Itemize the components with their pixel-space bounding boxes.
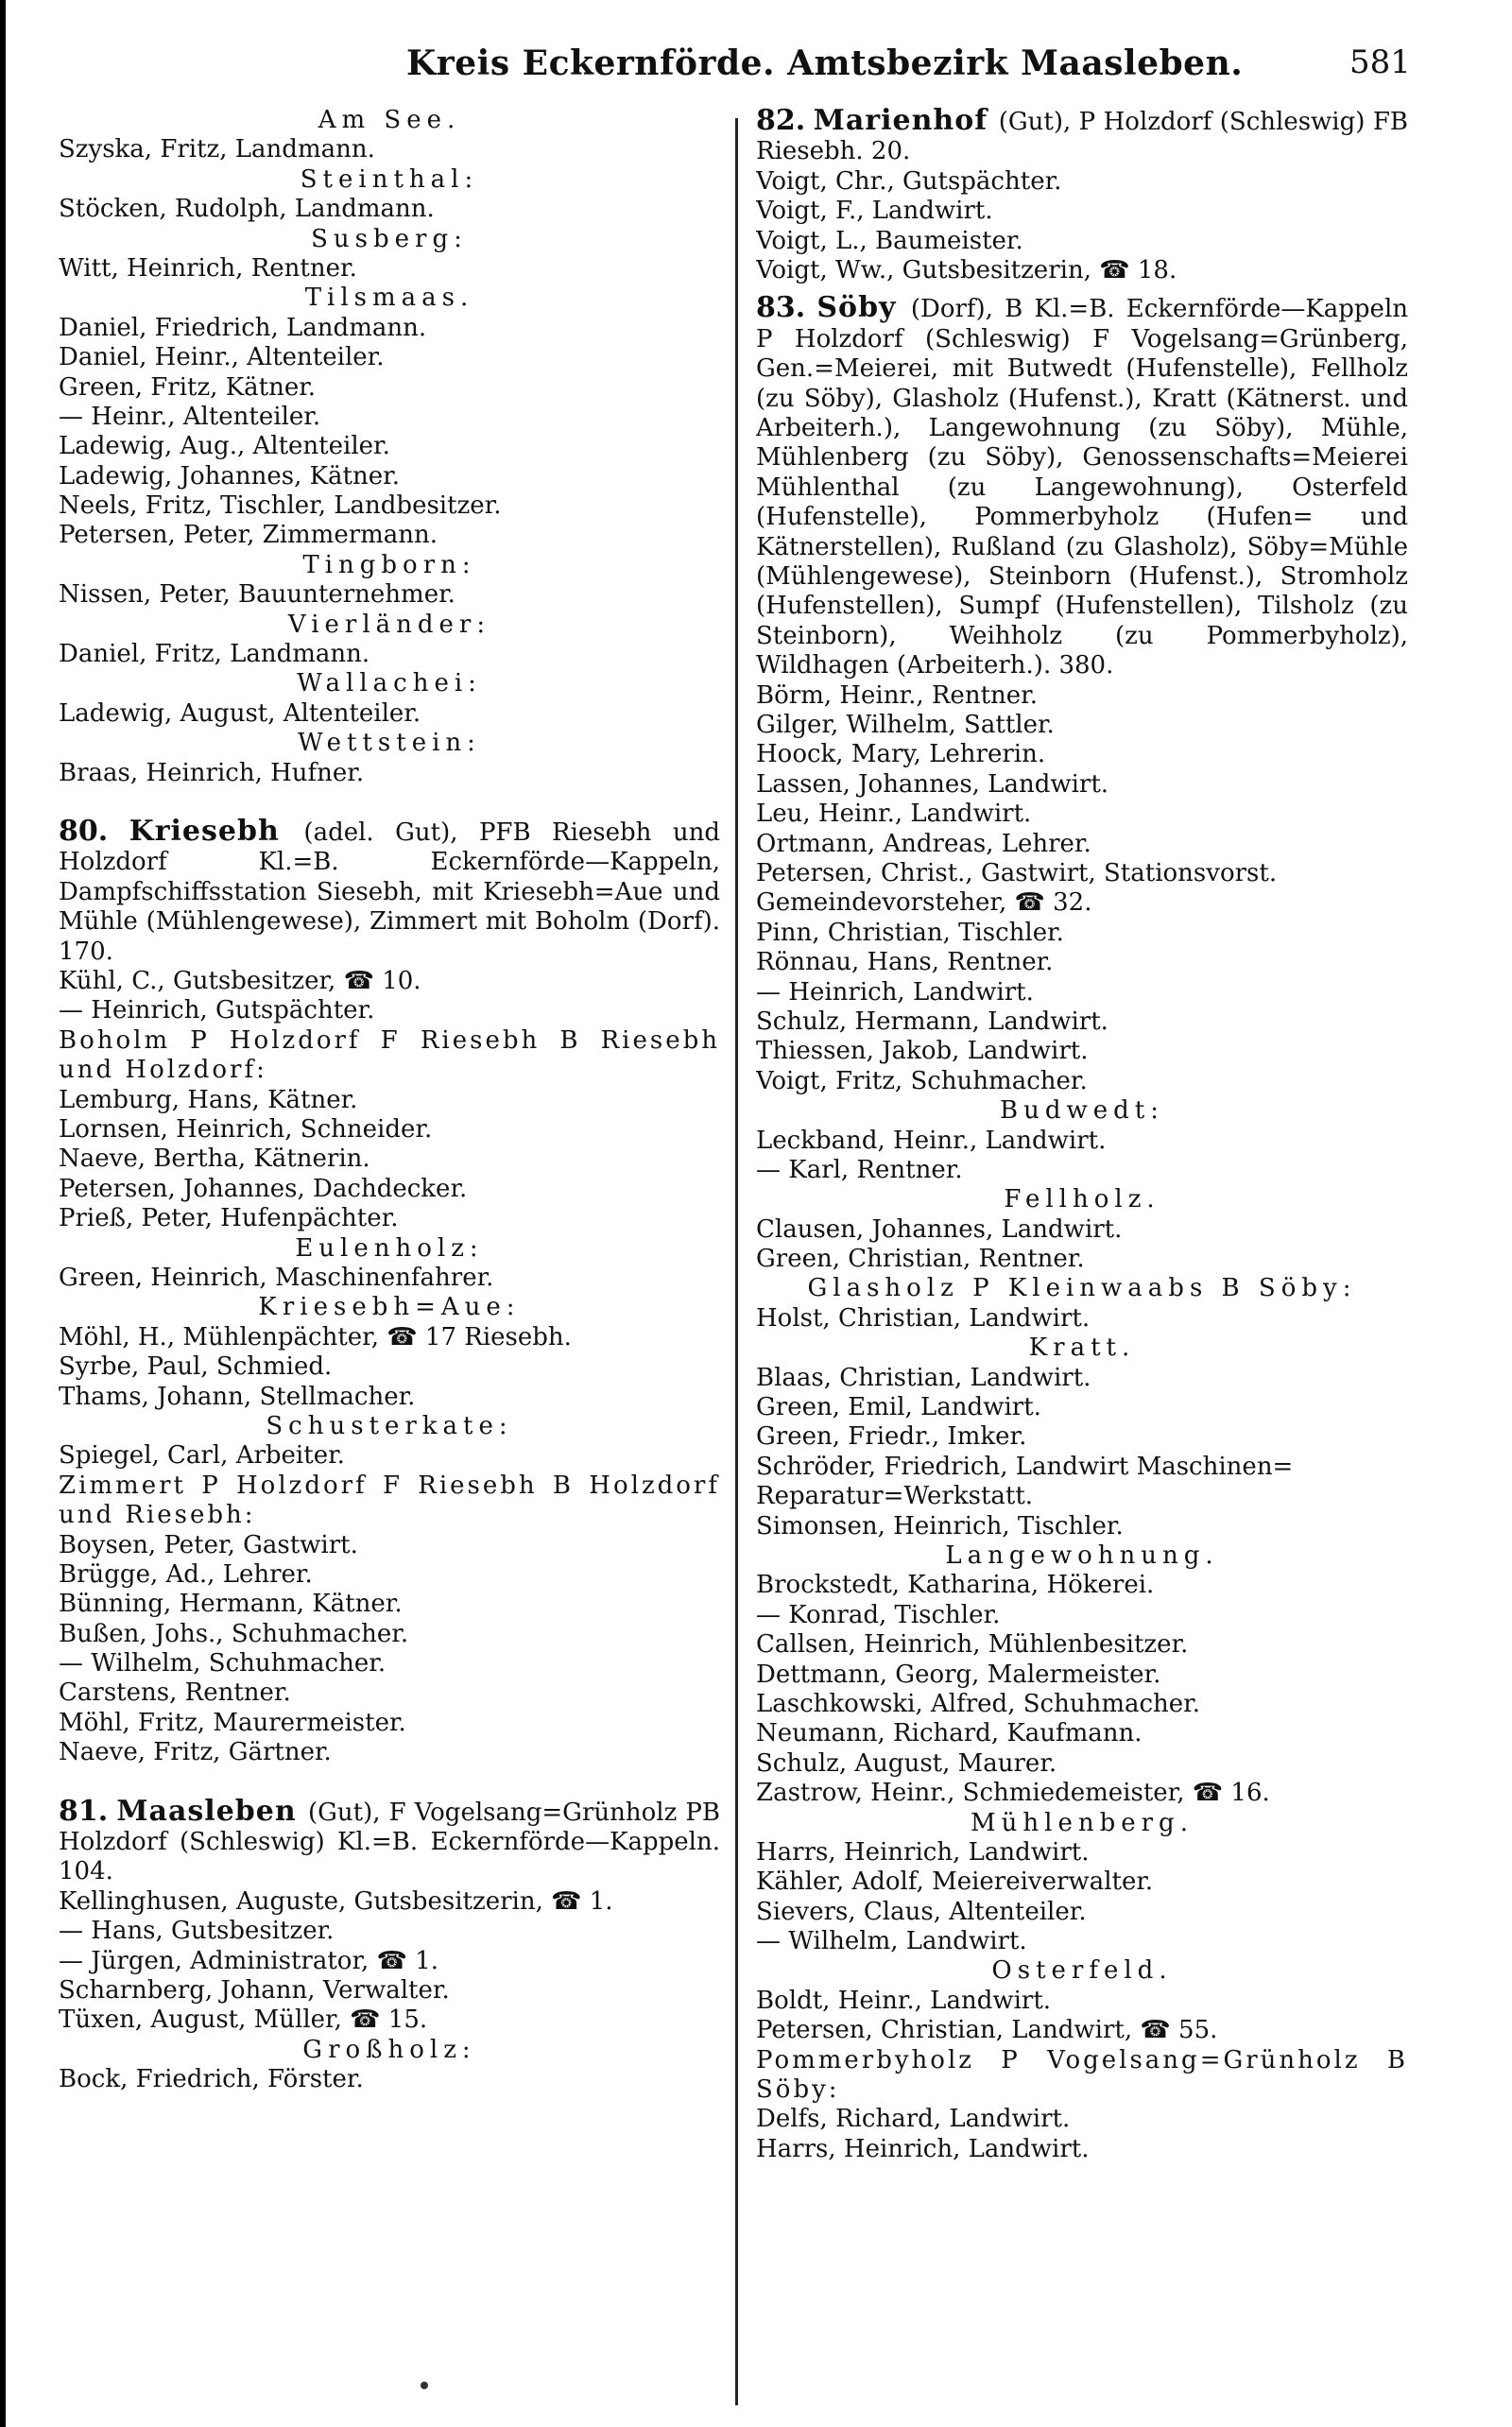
resident-entry: Schulz, August, Maurer. xyxy=(756,1748,1057,1778)
resident-entry: Ladewig, August, Altenteiler. xyxy=(59,698,421,728)
locality-number: 80. xyxy=(59,816,109,848)
resident-entry: — Konrad, Tischler. xyxy=(756,1600,1001,1629)
resident-entry: Green, Christian, Rentner. xyxy=(756,1245,1085,1274)
resident-entry: Sievers, Claus, Altenteiler. xyxy=(756,1897,1087,1926)
resident-entry: Delfs, Richard, Landwirt. xyxy=(756,2105,1071,2134)
resident-entry: Syrbe, Paul, Schmied. xyxy=(59,1352,333,1382)
resident-entry: Brockstedt, Katharina, Hökerei. xyxy=(756,1571,1155,1600)
sub-locality-heading: Susberg: xyxy=(311,224,468,253)
sub-locality-heading: Boholm P Holzdorf F Riesebh B Riesebh und Holzdorf: xyxy=(59,1025,720,1085)
sub-locality-heading: Eulenholz: xyxy=(295,1233,484,1263)
right-column xyxy=(756,106,1408,2164)
resident-entry: Hoock, Mary, Lehrerin. xyxy=(756,740,1046,769)
resident-entry: Holst, Christian, Landwirt. xyxy=(756,1303,1091,1333)
locality-name: Söby xyxy=(816,293,911,325)
resident-entry: Börm, Heinr., Rentner. xyxy=(756,680,1038,710)
resident-entry: Petersen, Peter, Zimmermann. xyxy=(59,521,438,550)
sub-locality-heading: Fellholz. xyxy=(1004,1185,1160,1214)
resident-entry: Green, Fritz, Kätner. xyxy=(59,372,317,402)
sub-locality-heading: Kratt. xyxy=(1028,1334,1136,1363)
resident-entry: Green, Friedr., Imker. xyxy=(756,1422,1027,1452)
resident-entry: — Karl, Rentner. xyxy=(756,1155,963,1184)
resident-entry: Witt, Heinrich, Rentner. xyxy=(59,253,357,283)
resident-entry: Rönnau, Hans, Rentner. xyxy=(756,948,1054,977)
resident-entry: Ladewig, Aug., Altenteiler. xyxy=(59,432,390,461)
resident-entry: Dettmann, Georg, Malermeister. xyxy=(756,1660,1161,1689)
resident-entry: Szyska, Fritz, Landmann. xyxy=(59,135,375,164)
locality-heading xyxy=(756,106,1408,167)
resident-entry: Naeve, Fritz, Gärtner. xyxy=(59,1738,332,1767)
resident-entry: Thiessen, Jakob, Landwirt. xyxy=(756,1037,1089,1066)
resident-entry: — Heinrich, Gutspächter. xyxy=(59,996,375,1025)
sub-locality-heading: Am See. xyxy=(318,106,461,134)
resident-entry: Thams, Johann, Stellmacher. xyxy=(59,1382,416,1411)
resident-entry: Gilger, Wilhelm, Sattler. xyxy=(756,711,1055,740)
locality-heading xyxy=(756,293,1408,680)
resident-entry: Lemburg, Hans, Kätner. xyxy=(59,1085,358,1114)
resident-entry: Boldt, Heinr., Landwirt. xyxy=(756,1986,1052,2015)
sub-locality-heading: Schusterkate: xyxy=(266,1411,513,1440)
resident-entry: Harrs, Heinrich, Landwirt. xyxy=(756,1837,1090,1867)
locality-name: Maasleben xyxy=(116,1796,308,1828)
resident-entry: Leckband, Heinr., Landwirt. xyxy=(756,1126,1107,1155)
resident-entry: Prieß, Peter, Hufenpächter. xyxy=(59,1204,399,1233)
resident-entry: Pinn, Christian, Tischler. xyxy=(756,918,1064,947)
page-edge-shadow xyxy=(0,0,6,2427)
resident-entry: Zastrow, Heinr., Schmiedemeister, ☎ 16. xyxy=(756,1779,1270,1808)
spacer xyxy=(59,788,720,817)
sub-locality-heading: Vierländer: xyxy=(287,610,491,639)
running-title: Kreis Eckernförde. Amtsbezirk Maasleben. xyxy=(406,43,1244,83)
resident-entry: Green, Emil, Landwirt. xyxy=(756,1393,1041,1422)
resident-entry: Carstens, Rentner. xyxy=(59,1678,291,1708)
spacer xyxy=(756,285,1408,293)
resident-entry: Simonsen, Heinrich, Tischler. xyxy=(756,1511,1124,1541)
sub-locality-heading: Zimmert P Holzdorf F Riesebh B Holzdorf und Riesebh: xyxy=(59,1471,720,1530)
sub-locality-heading: Pommerbyholz P Vogelsang=Grünholz B Söby: xyxy=(756,2045,1408,2105)
resident-entry: Voigt, Chr., Gutspächter. xyxy=(756,166,1062,196)
resident-entry: Nissen, Peter, Bauunternehmer. xyxy=(59,580,455,610)
sub-locality-heading: Großholz: xyxy=(302,2035,476,2064)
resident-entry: Callsen, Heinrich, Mühlenbesitzer. xyxy=(756,1630,1189,1660)
resident-entry: Voigt, F., Landwirt. xyxy=(756,197,993,226)
resident-entry: — Heinr., Altenteiler. xyxy=(59,402,321,431)
resident-entry: Neumann, Richard, Kaufmann. xyxy=(756,1719,1143,1748)
resident-entry: — Wilhelm, Schuhmacher. xyxy=(59,1649,387,1678)
resident-entry: Daniel, Heinr., Altenteiler. xyxy=(59,343,385,372)
sub-locality-heading: Kriesebh=Aue: xyxy=(258,1293,521,1322)
resident-entry: Schulz, Hermann, Landwirt. xyxy=(756,1007,1108,1036)
resident-entry: Blaas, Christian, Landwirt. xyxy=(756,1363,1091,1392)
resident-entry: Brügge, Ad., Lehrer. xyxy=(59,1559,313,1589)
locality-description: (Gut), F Vogelsang=Grünholz PB Holzdorf (Schleswig) Kl.=B. Eckernförde—Kappeln. 104. xyxy=(59,1798,720,1886)
resident-entry: Kähler, Adolf, Meiereiverwalter. xyxy=(756,1868,1154,1897)
resident-entry: Tüxen, August, Müller, ☎ 15. xyxy=(59,2005,428,2035)
resident-entry: Green, Heinrich, Maschinenfahrer. xyxy=(59,1263,494,1292)
resident-entry: Voigt, Ww., Gutsbesitzerin, ☎ 18. xyxy=(756,255,1177,284)
resident-entry: Boysen, Peter, Gastwirt. xyxy=(59,1530,358,1559)
locality-heading xyxy=(59,817,720,967)
resident-entry: Bünning, Hermann, Kätner. xyxy=(59,1590,403,1619)
resident-entry: Spiegel, Carl, Arbeiter. xyxy=(59,1441,345,1471)
resident-entry: Clausen, Johannes, Landwirt. xyxy=(756,1214,1123,1244)
resident-entry: — Wilhelm, Landwirt. xyxy=(756,1927,1027,1956)
sub-locality-heading: Steinthal: xyxy=(300,164,479,194)
resident-entry: Reparatur=Werkstatt. xyxy=(756,1482,1034,1511)
resident-entry: Petersen, Christ., Gastwirt, Stationsvorst. xyxy=(756,859,1278,887)
resident-entry: Daniel, Friedrich, Landmann. xyxy=(59,313,427,342)
sub-locality-heading: Osterfeld. xyxy=(991,1956,1173,1986)
resident-entry: Braas, Heinrich, Hufner. xyxy=(59,758,365,787)
ink-spot xyxy=(421,2382,428,2389)
page-header xyxy=(0,38,1512,95)
locality-number: 83. xyxy=(756,293,806,325)
resident-entry: Kellinghusen, Auguste, Gutsbesitzerin, ☎ 1. xyxy=(59,1886,613,1916)
locality-number: 82. xyxy=(756,106,806,137)
resident-entry: Gemeindevorsteher, ☎ 32. xyxy=(756,888,1092,918)
resident-entry: Scharnberg, Johann, Verwalter. xyxy=(59,1976,450,2005)
resident-entry: Voigt, Fritz, Schuhmacher. xyxy=(756,1066,1088,1095)
locality-description: (adel. Gut), PFB Riesebh und Holzdorf Kl.=B. Eckernförde—Kappeln, Dampfschiffsstation Siesebh, mit Kriesebh=Aue und Mühle (Mühlengewese), Zimmert mit Boholm (Dorf). 170. xyxy=(59,818,720,966)
page-number: 581 xyxy=(1349,43,1411,81)
resident-entry: Petersen, Christian, Landwirt, ☎ 55. xyxy=(756,2016,1218,2045)
resident-entry: — Hans, Gutsbesitzer. xyxy=(59,1917,335,1946)
resident-entry: Bußen, Johs., Schuhmacher. xyxy=(59,1619,409,1648)
locality-name: Kriesebh xyxy=(129,816,304,848)
column-divider xyxy=(735,118,738,2405)
resident-entry: Lassen, Johannes, Landwirt. xyxy=(756,769,1109,799)
locality-heading xyxy=(59,1797,720,1887)
sub-locality-heading: Tingborn: xyxy=(302,550,476,579)
resident-entry: Möhl, H., Mühlenpächter, ☎ 17 Riesebh. xyxy=(59,1322,572,1351)
resident-entry: Kühl, C., Gutsbesitzer, ☎ 10. xyxy=(59,967,421,996)
sub-locality-heading: Budwedt: xyxy=(1000,1096,1164,1126)
resident-entry: Daniel, Fritz, Landmann. xyxy=(59,640,370,669)
sub-locality-heading: Wettstein: xyxy=(298,729,481,758)
sub-locality-heading: Glasholz P Kleinwaabs B Söby: xyxy=(807,1274,1357,1303)
sub-locality-heading: Langewohnung. xyxy=(945,1541,1219,1570)
locality-name: Marienhof xyxy=(813,106,999,137)
resident-entry: Voigt, L., Baumeister. xyxy=(756,226,1023,255)
spacer xyxy=(59,1768,720,1797)
resident-entry: Lornsen, Heinrich, Schneider. xyxy=(59,1115,433,1144)
resident-entry: Ladewig, Johannes, Kätner. xyxy=(59,461,400,491)
resident-entry: Petersen, Johannes, Dachdecker. xyxy=(59,1174,468,1203)
resident-entry: Neels, Fritz, Tischler, Landbesitzer. xyxy=(59,491,502,521)
resident-entry: Stöcken, Rudolph, Landmann. xyxy=(59,195,435,224)
resident-entry: Schröder, Friedrich, Landwirt Maschinen= xyxy=(756,1452,1294,1481)
left-column xyxy=(59,106,720,2095)
sub-locality-heading: Mühlenberg. xyxy=(971,1808,1194,1837)
resident-entry: Harrs, Heinrich, Landwirt. xyxy=(756,2134,1090,2163)
locality-description: (Gut), P Holzdorf (Schleswig) FB Riesebh. 20. xyxy=(756,108,1408,166)
resident-entry: Möhl, Fritz, Maurermeister. xyxy=(59,1708,406,1737)
resident-entry: — Heinrich, Landwirt. xyxy=(756,977,1034,1007)
locality-description: (Dorf), B Kl.=B. Eckernförde—Kappeln P Holzdorf (Schleswig) F Vogelsang=Grünberg, Gen.=Meierei, mit Butwedt (Hufenstelle), Fellholz (zu Söby), Glasholz (Hufenst.), Kratt (Kätnerst. und Arbeiterh.), Langewohnung (zu Söby), Mühle, Mühlenberg (zu Söby), Genossenschafts=Meierei Mühlenthal (zu Langewohnung), Osterfeld (Hufenstelle), Pommerbyholz (Hufen= und Kätnerstellen), Rußland (zu Glasholz), Söby=Mühle (Mühlengewese), Steinborn (Hufenst.), Stromholz (Hufenstellen), Sumpf (Hufenstellen), Tilsholz (zu Steinborn), Weihholz (zu Pommerbyholz), Wildhagen (Arbeiterh.). 380. xyxy=(756,295,1408,680)
sub-locality-heading: Tilsmaas. xyxy=(304,284,474,313)
resident-entry: Ortmann, Andreas, Lehrer. xyxy=(756,829,1091,858)
locality-number: 81. xyxy=(59,1796,109,1828)
resident-entry: Leu, Heinr., Landwirt. xyxy=(756,800,1032,829)
resident-entry: — Jürgen, Administrator, ☎ 1. xyxy=(59,1946,438,1975)
resident-entry: Naeve, Bertha, Kätnerin. xyxy=(59,1145,370,1174)
resident-entry: Laschkowski, Alfred, Schuhmacher. xyxy=(756,1689,1201,1718)
resident-entry: Bock, Friedrich, Förster. xyxy=(59,2065,364,2094)
sub-locality-heading: Wallachei: xyxy=(297,669,482,698)
